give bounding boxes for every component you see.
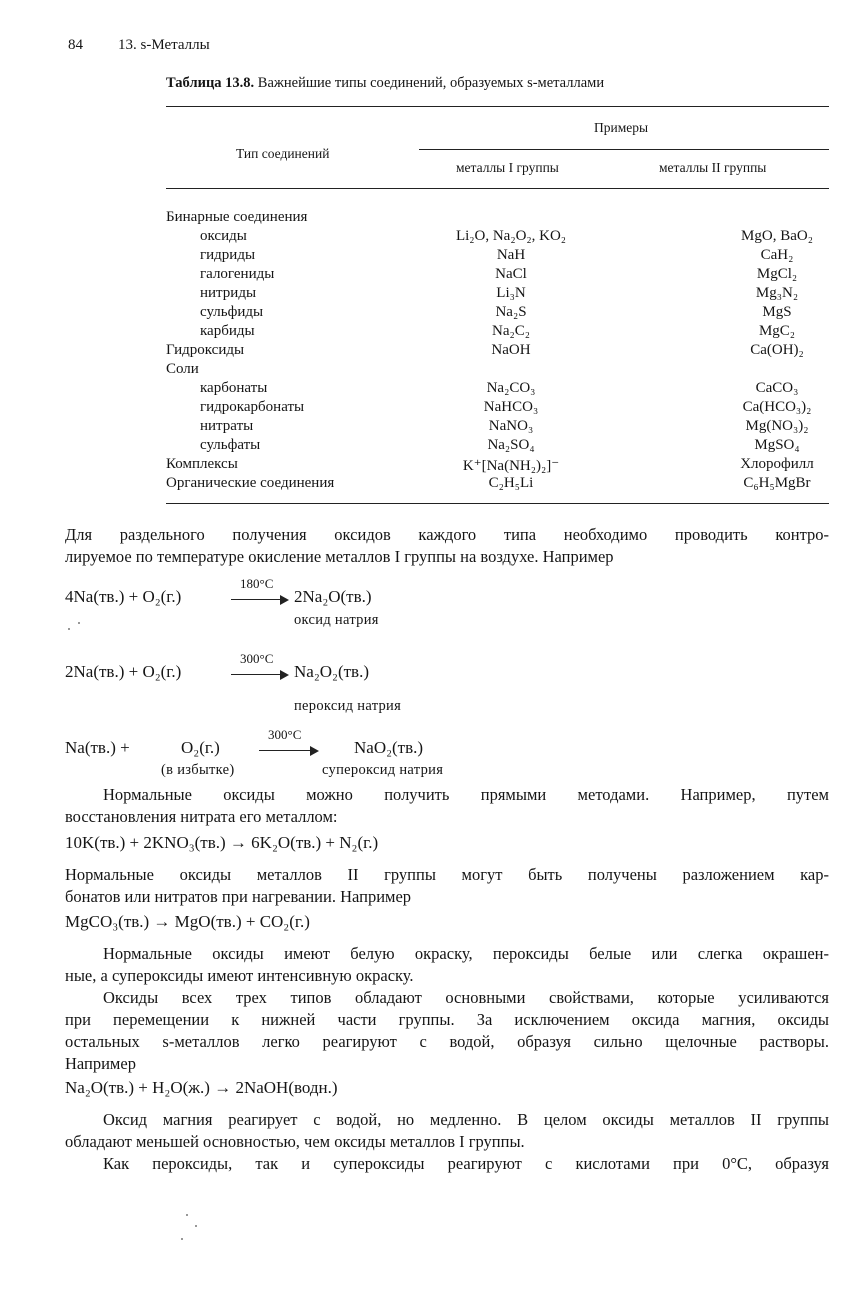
reaction-arrow-icon [259,746,319,756]
table-top-rule [166,106,829,107]
row-group1: NaH [496,247,526,263]
text-line: ные, а супероксиды имеют интенсивную окраску. [65,966,414,985]
row-group2: MgSO₄ [754,437,800,453]
text-line: лируемое по температуре окисление металлов I группы на воздухе. Например [65,547,614,566]
row-group2: Ca(OH)₂ [750,342,804,358]
table-caption-label: Таблица 13.8. [166,75,255,91]
paragraph [65,784,829,828]
table-row [166,475,829,494]
paragraph [65,1109,829,1153]
row-type: нитраты [200,418,254,434]
text-line: Нормальные оксиды имеют белую окраску, пероксиды белые или слегка окрашен- [103,944,829,963]
row-type: гидрокарбонаты [200,399,305,415]
table-row [166,418,829,437]
row-group2: C₆H₅MgBr [743,475,811,491]
scan-speck [195,1225,197,1227]
row-group2: CaCO₃ [755,380,799,396]
row-group2: Хлорофилл [740,456,814,472]
equation-4: 10K(тв.) + 2KNO₃(тв.) → 6K₂O(тв.) + N₂(г.) [65,833,379,852]
table-row [166,209,829,228]
table-row [166,285,829,304]
row-type: галогениды [200,266,275,282]
row-group1: NaCl [495,266,527,282]
text-line: Нормальные оксиды металлов II группы могут быть получены разложением кар- [65,865,829,884]
row-type: Органические соединения [166,475,335,491]
row-type: Соли [166,361,199,377]
row-group1: Na₂SO₄ [487,437,535,453]
paragraph [65,864,829,908]
equation-2-label: пероксид натрия [294,698,402,714]
table-header-rule [166,188,829,189]
row-type: гидриды [200,247,256,263]
text-line: обладают меньшей основностью, чем оксиды металлов I группы. [65,1132,525,1151]
table-caption [166,75,604,92]
table-row [166,380,829,399]
table-row [166,228,829,247]
scan-speck [181,1238,183,1240]
equation-2-rhs: Na₂O₂(тв.) [294,662,369,681]
header-group1: металлы I группы [456,160,559,175]
scan-speck [78,622,80,624]
row-group1: Na₂C₂ [492,323,530,339]
text-line: Например [65,1054,136,1073]
table-row [166,304,829,323]
row-type: карбиды [200,323,255,339]
row-group1: Na₂CO₃ [486,380,536,396]
row-type: карбонаты [200,380,268,396]
row-type: оксиды [200,228,247,244]
running-head [68,37,210,54]
row-group2: MgS [762,304,792,320]
row-group1: C₂H₅Li [488,475,534,491]
equation-3-note: (в избытке) [161,762,235,778]
text-line: восстановления нитрата его металлом: [65,807,338,826]
equation-3-lhs-b: O₂(г.) [181,738,220,757]
header-examples: Примеры [594,120,649,135]
text-line: Для раздельного получения оксидов каждого типа необходимо проводить контро- [65,525,829,544]
table-row [166,399,829,418]
scan-speck [68,628,70,630]
equation-3-lhs-a: Na(тв.) + [65,738,130,757]
text-line: при перемещении к нижней части группы. За исключением оксида магния, оксиды [65,1010,829,1029]
paragraph [65,987,829,1075]
table-row [166,266,829,285]
row-group2: MgCl₂ [756,266,798,282]
equation-2-lhs: 2Na(тв.) + O₂(г.) [65,662,182,681]
row-group2: MgC₂ [758,323,796,339]
reaction-arrow-icon [231,670,289,680]
text-line: бонатов или нитратов при нагревании. Например [65,887,412,906]
equation-3-rhs: NaO₂(тв.) [354,738,424,757]
equation-3-condition: 300°C [268,727,302,742]
table-row [166,247,829,266]
equation-2-condition: 300°C [240,651,274,666]
paragraph [65,943,829,987]
equation-5: MgCO₃(тв.) → MgO(тв.) + CO₂(г.) [65,912,310,931]
table-row [166,456,829,475]
table-bottom-rule [166,503,829,504]
table-header-divider [419,149,829,150]
text-line: Как пероксиды, так и супероксиды реагируют с кислотами при 0°C, образуя [103,1154,829,1173]
row-group2: Mg(NO₃)₂ [745,418,809,434]
scan-speck [186,1214,188,1216]
equation-1-condition: 180°C [240,576,274,591]
paragraph [65,524,829,568]
row-type: Гидроксиды [166,342,245,358]
page-number: 84 [68,37,83,53]
chapter-title: 13. s-Металлы [118,37,210,53]
row-group2: MgO, BaO₂ [741,228,813,244]
table-row [166,361,829,380]
equation-3-label: супероксид натрия [322,762,444,778]
reaction-arrow-icon [231,595,289,605]
row-group2: CaH₂ [760,247,794,263]
row-type: сульфаты [200,437,261,453]
equation-1-label: оксид натрия [294,612,379,628]
row-type: Комплексы [166,456,238,472]
row-group1: K⁺[Na(NH₂)₂]⁻ [462,458,560,474]
row-group1: NaNO₃ [488,418,534,434]
row-group1: NaOH [491,342,531,358]
row-group2: Mg₃N₂ [755,285,799,301]
text-line: Оксид магния реагирует с водой, но медленно. В целом оксиды металлов II группы [103,1110,829,1129]
table-row [166,342,829,361]
header-compound-type: Тип соединений [236,146,330,161]
row-group1: NaHCO₃ [483,399,539,415]
equation-1-lhs: 4Na(тв.) + O₂(г.) [65,587,182,606]
equation-6: Na₂O(тв.) + H₂O(ж.) → 2NaOH(водн.) [65,1078,338,1097]
row-group1: Li₂O, Na₂O₂, KO₂ [455,228,567,244]
header-group2: металлы II группы [659,160,767,175]
table-row [166,323,829,342]
text-line: остальных s-металлов легко реагируют с водой, образуя сильно щелочные растворы. [65,1032,829,1051]
row-group1: Li₃N [496,285,526,301]
row-group1: Na₂S [495,304,527,320]
table-row [166,437,829,456]
text-line: Нормальные оксиды можно получить прямыми методами. Например, путем [103,785,829,804]
row-type: Бинарные соединения [166,209,308,225]
table-caption-text: Важнейшие типы соединений, образуемых s-металлами [257,75,605,91]
row-group2: Ca(HCO₃)₂ [742,399,812,415]
row-type: нитриды [200,285,257,301]
row-type: сульфиды [200,304,264,320]
paragraph [65,1153,829,1175]
equation-1-rhs: 2Na₂O(тв.) [294,587,372,606]
text-line: Оксиды всех трех типов обладают основными свойствами, которые усиливаются [103,988,829,1007]
